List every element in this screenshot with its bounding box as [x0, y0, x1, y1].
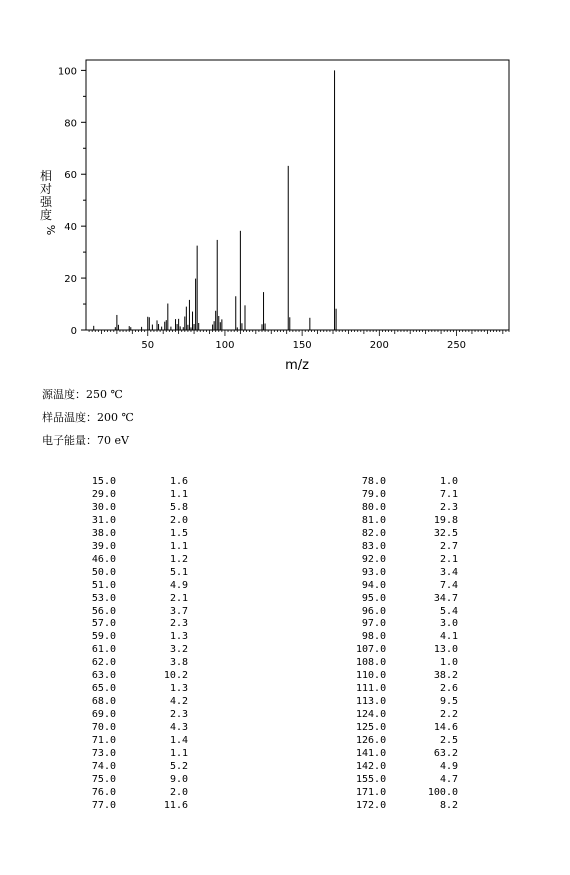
table-row [356, 722, 458, 735]
intensity-cell: 2.0 [169, 514, 188, 526]
intensity-cell: 1.3 [169, 683, 188, 695]
y-tick-label: 20 [64, 274, 77, 286]
table-row [356, 709, 458, 722]
mz-cell: 107.0 [356, 644, 387, 656]
intensity-cell: 1.4 [169, 735, 188, 747]
table-row [86, 631, 188, 644]
intensity-cell: 2.3 [169, 709, 188, 721]
source-temperature: 源温度：250 ℃ [42, 388, 123, 401]
table-row [356, 554, 458, 567]
x-tick-label: 250 [446, 340, 467, 351]
table-row [86, 489, 188, 502]
mz-cell: 53.0 [91, 592, 116, 604]
mz-cell: 69.0 [91, 709, 116, 721]
table-row [86, 696, 188, 709]
peak-table-right [356, 476, 458, 813]
mz-cell: 98.0 [361, 631, 386, 643]
table-row [86, 761, 188, 774]
intensity-cell: 1.1 [169, 540, 188, 552]
table-row [356, 567, 458, 580]
intensity-cell: 10.2 [163, 670, 188, 682]
mz-cell: 68.0 [91, 696, 116, 708]
intensity-cell: 9.0 [169, 773, 188, 785]
table-row [86, 606, 188, 619]
intensity-cell: 4.3 [169, 722, 188, 734]
table-row [86, 618, 188, 631]
mz-cell: 94.0 [361, 579, 386, 591]
y-tick-label: 80 [64, 118, 77, 130]
y-tick-label: 60 [64, 170, 77, 182]
y-tick-label: 40 [64, 222, 77, 234]
table-row [86, 502, 188, 515]
mz-cell: 75.0 [91, 773, 116, 785]
mz-cell: 172.0 [356, 799, 387, 811]
table-row [356, 774, 458, 787]
table-row [356, 541, 458, 554]
mz-cell: 79.0 [361, 488, 386, 500]
intensity-cell: 3.0 [439, 618, 458, 630]
x-tick-label: 150 [292, 340, 312, 351]
table-row [356, 631, 458, 644]
intensity-cell: 2.3 [439, 501, 458, 513]
intensity-cell: 19.8 [433, 514, 458, 526]
y-axis-unit: % [44, 224, 57, 236]
table-row [356, 696, 458, 709]
mz-cell: 29.0 [91, 488, 116, 500]
intensity-cell: 2.5 [439, 735, 458, 747]
intensity-cell: 9.5 [439, 696, 458, 708]
table-row [356, 580, 458, 593]
x-tick-label: 100 [215, 340, 235, 351]
table-row [356, 657, 458, 670]
mz-cell: 78.0 [361, 476, 386, 487]
mz-cell: 15.0 [91, 476, 116, 487]
table-row [356, 800, 458, 813]
mz-cell: 125.0 [356, 722, 387, 734]
mz-cell: 57.0 [91, 618, 116, 630]
mz-cell: 126.0 [356, 735, 387, 747]
intensity-cell: 1.0 [439, 476, 458, 487]
table-row [86, 774, 188, 787]
mz-cell: 31.0 [91, 514, 116, 526]
table-row [86, 722, 188, 735]
mass-spectrum-chart [0, 0, 570, 375]
mz-cell: 82.0 [361, 527, 386, 539]
y-axis [58, 66, 86, 337]
intensity-cell: 3.4 [439, 566, 458, 578]
intensity-cell: 5.4 [439, 605, 458, 617]
table-row [356, 618, 458, 631]
intensity-cell: 4.1 [439, 631, 458, 643]
mz-cell: 65.0 [91, 683, 116, 695]
mz-cell: 141.0 [356, 748, 387, 760]
y-tick-label: 0 [70, 326, 77, 337]
intensity-cell: 7.1 [439, 488, 458, 500]
intensity-cell: 4.9 [439, 760, 458, 772]
table-row [356, 606, 458, 619]
intensity-cell: 1.3 [169, 631, 188, 643]
mz-cell: 96.0 [361, 605, 386, 617]
table-row [356, 528, 458, 541]
table-row [356, 502, 458, 515]
intensity-cell: 8.2 [439, 799, 458, 811]
mz-cell: 62.0 [91, 657, 116, 669]
x-axis-label: m/z [285, 358, 309, 373]
intensity-cell: 13.0 [433, 644, 458, 656]
intensity-cell: 3.2 [169, 644, 188, 656]
mz-cell: 46.0 [91, 553, 116, 565]
plot-frame [86, 60, 509, 330]
table-row [86, 670, 188, 683]
intensity-cell: 5.2 [169, 760, 188, 772]
table-row [86, 748, 188, 761]
mz-cell: 63.0 [91, 670, 116, 682]
mz-cell: 124.0 [356, 709, 387, 721]
mz-cell: 59.0 [91, 631, 116, 643]
table-row [86, 476, 188, 489]
intensity-cell: 2.0 [169, 786, 188, 798]
intensity-cell: 1.0 [439, 657, 458, 669]
mz-cell: 76.0 [91, 786, 116, 798]
table-row [356, 593, 458, 606]
sample-temperature: 样品温度：200 ℃ [42, 411, 134, 424]
mz-cell: 61.0 [91, 644, 116, 656]
mz-cell: 73.0 [91, 748, 116, 760]
intensity-cell: 4.2 [169, 696, 188, 708]
table-row [86, 593, 188, 606]
table-row [86, 735, 188, 748]
table-row [356, 489, 458, 502]
table-row [86, 800, 188, 813]
mz-cell: 108.0 [356, 657, 387, 669]
mz-cell: 113.0 [356, 696, 387, 708]
intensity-cell: 1.1 [169, 748, 188, 760]
table-row [356, 748, 458, 761]
mz-cell: 81.0 [361, 514, 386, 526]
mz-cell: 155.0 [356, 773, 387, 785]
intensity-cell: 5.1 [169, 566, 188, 578]
table-row [86, 515, 188, 528]
mz-cell: 93.0 [361, 566, 386, 578]
table-row [356, 670, 458, 683]
table-row [356, 735, 458, 748]
table-row [86, 567, 188, 580]
mz-cell: 71.0 [91, 735, 116, 747]
table-row [86, 657, 188, 670]
intensity-cell: 5.8 [169, 501, 188, 513]
table-row [356, 761, 458, 774]
y-tick-label: 100 [57, 66, 77, 78]
table-row [356, 644, 458, 657]
mz-cell: 97.0 [361, 618, 386, 630]
mz-cell: 70.0 [91, 722, 116, 734]
mz-cell: 30.0 [91, 501, 116, 513]
intensity-cell: 3.7 [169, 605, 188, 617]
intensity-cell: 100.0 [427, 786, 458, 798]
peak-table-left [86, 476, 188, 813]
table-row [356, 683, 458, 696]
table-row [86, 787, 188, 800]
mz-cell: 171.0 [356, 786, 387, 798]
mz-cell: 110.0 [356, 670, 387, 682]
intensity-cell: 1.2 [169, 553, 188, 565]
table-row [86, 554, 188, 567]
mz-cell: 38.0 [91, 527, 116, 539]
intensity-cell: 4.7 [439, 773, 458, 785]
mz-cell: 95.0 [361, 592, 386, 604]
intensity-cell: 2.3 [169, 618, 188, 630]
mz-cell: 39.0 [91, 540, 116, 552]
intensity-cell: 32.5 [433, 527, 458, 539]
intensity-cell: 1.5 [169, 527, 188, 539]
electron-energy: 电子能量：70 eV [42, 434, 129, 447]
peak-series [94, 70, 336, 330]
mz-cell: 77.0 [91, 799, 116, 811]
mz-cell: 56.0 [91, 605, 116, 617]
y-axis-label: 相对强度 [39, 169, 53, 222]
intensity-cell: 38.2 [433, 670, 458, 682]
mz-cell: 111.0 [356, 683, 387, 695]
table-row [86, 528, 188, 541]
table-row [86, 580, 188, 593]
intensity-cell: 2.6 [439, 683, 458, 695]
intensity-cell: 1.6 [169, 476, 188, 487]
intensity-cell: 63.2 [433, 748, 458, 760]
intensity-cell: 1.1 [169, 488, 188, 500]
intensity-cell: 34.7 [433, 592, 458, 604]
intensity-cell: 3.8 [169, 657, 188, 669]
table-row [356, 787, 458, 800]
intensity-cell: 4.9 [169, 579, 188, 591]
intensity-cell: 11.6 [163, 799, 188, 811]
intensity-cell: 2.1 [439, 553, 458, 565]
table-row [86, 683, 188, 696]
mz-cell: 74.0 [91, 760, 116, 772]
table-row [86, 541, 188, 554]
mz-cell: 80.0 [361, 501, 386, 513]
table-row [86, 709, 188, 722]
mz-cell: 51.0 [91, 579, 116, 591]
mz-cell: 142.0 [356, 760, 387, 772]
x-tick-label: 50 [141, 340, 155, 351]
intensity-cell: 7.4 [439, 579, 458, 591]
intensity-cell: 14.6 [433, 722, 458, 734]
x-axis [89, 330, 509, 351]
intensity-cell: 2.1 [169, 592, 188, 604]
mz-cell: 92.0 [361, 553, 386, 565]
x-tick-label: 200 [369, 340, 389, 351]
mz-cell: 83.0 [361, 540, 386, 552]
table-row [86, 644, 188, 657]
intensity-cell: 2.7 [439, 540, 458, 552]
mz-cell: 50.0 [91, 566, 116, 578]
table-row [356, 476, 458, 489]
intensity-cell: 2.2 [439, 709, 458, 721]
table-row [356, 515, 458, 528]
